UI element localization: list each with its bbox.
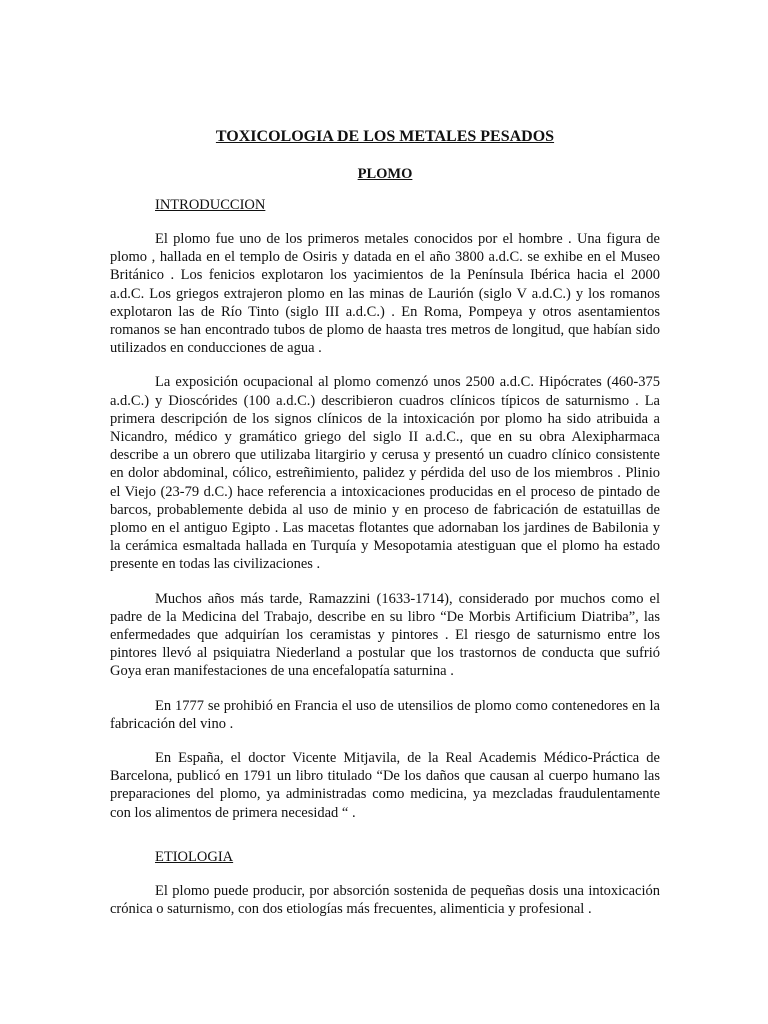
- section-heading-etiologia: ETIOLOGIA: [155, 848, 234, 865]
- etiologia-paragraph-1: El plomo puede producir, por absorción sostenida de pequeñas dosis una intoxicación crónica o saturnismo, con dos etiologías más frecuentes, alimenticia y profesional .: [110, 882, 660, 918]
- document-title: TOXICOLOGIA DE LOS METALES PESADOS: [215, 128, 555, 145]
- document-subtitle: PLOMO: [357, 166, 413, 182]
- document-page: [110, 126, 660, 918]
- section-heading-introduccion: INTRODUCCION: [155, 197, 266, 213]
- intro-paragraph-1: El plomo fue uno de los primeros metales conocidos por el hombre . Una figura de plomo , hallada en el templo de Osiris y datada en el año 3800 a.d.C. se exhibe en el Museo Británico . Los fenicios explotaron los yacimientos de la Península Ibérica hacia el 2000 a.d.C. Los griegos extrajeron plomo en las minas de Laurión (siglo V a.d.C.) y los romanos explotaron las de Río Tinto (siglo III a.d.C.) . En Roma, Pompeya y otros asentamientos romanos se han encontrado tubos de plomo de haasta tres metros de longitud, que habían sido utilizados en conducciones de agua .: [110, 231, 660, 357]
- intro-paragraph-2: La exposición ocupacional al plomo comenzó unos 2500 a.d.C. Hipócrates (460-375 a.d.C.) y Dioscórides (100 a.d.C.) describieron cuadros clínicos típicos de saturnismo . La primera descripción de los signos clínicos de la intoxicación por plomo ha sido atribuida a Nicandro, médico y gramático griego del siglo II a.d.C., que en su obra Alexipharmaca describe a un obrero que utilizaba litargirio y cerusa y presentó un cuadro clínico consistente en dolor abdominal, cólico, estreñimiento, palidez y pérdida del uso de los miembros . Plinio el Viejo (23-79 d.C.) hace referencia a intoxicaciones producidas en el proceso de pintado de barcos, probablemente debida al uso de minio y en proceso de fabricación de estatuillas de plomo en el antiguo Egipto . Las macetas flotantes que adornaban los jardines de Babilonia y la cerámica esmaltada hallada en Turquía y Mesopotamia atestiguan que el plomo ha estado presente en todas las civilizaciones .: [110, 374, 660, 573]
- intro-paragraph-3: Muchos años más tarde, Ramazzini (1633-1714), considerado por muchos como el padre de la Medicina del Trabajo, describe en su libro “De Morbis Artificium Diatriba”, las enfermedades que adquirían los ceramistas y pintores . El riesgo de saturnismo entre los pintores llevó al psiquiatra Niederland a postular que los trastornos de conducta que sufrió Goya eran manifestaciones de una encefalopatía saturnina .: [110, 590, 660, 680]
- intro-paragraph-5: En España, el doctor Vicente Mitjavila, de la Real Academis Médico-Práctica de Barcelona, publicó en 1791 un libro titulado “De los daños que causan al cuerpo humano las preparaciones del plomo, ya administradas como medicina, ya mezcladas fraudulentamente con los alimentos de primera necesidad “ .: [110, 750, 660, 821]
- intro-paragraph-4: En 1777 se prohibió en Francia el uso de utensilios de plomo como contenedores en la fabricación del vino .: [110, 697, 660, 732]
